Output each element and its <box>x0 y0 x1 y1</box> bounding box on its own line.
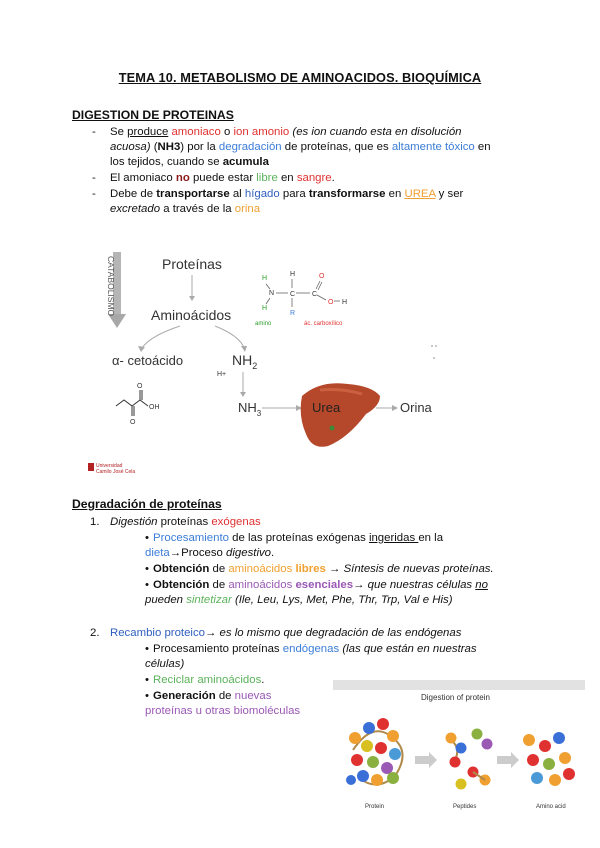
text: puede estar <box>189 172 257 184</box>
text: libres <box>295 563 326 575</box>
label-nh3: $NH_3$ <box>238 400 262 418</box>
item-line <box>153 531 443 546</box>
text: Digestión <box>110 516 158 528</box>
text: de <box>209 563 229 575</box>
text: amoniaco <box>171 126 221 138</box>
text: Generación <box>153 690 216 702</box>
text: (Ile, Leu, Lys, Met, Phe, Thr, Trp, Val e His) <box>231 594 453 606</box>
digestion-of-protein-figure <box>333 680 585 818</box>
label-cetoacido: α- cetoácido <box>112 353 184 368</box>
text: (es ion cuando esta en disolución <box>289 126 462 138</box>
university-logo <box>88 463 135 475</box>
text: libre <box>256 172 278 184</box>
text: Reciclar <box>153 674 198 686</box>
label-urea: Urea <box>312 400 341 415</box>
text: dieta <box>145 547 170 559</box>
bullet-line <box>110 125 462 140</box>
text: → que nuestras células <box>353 579 476 591</box>
text: → <box>325 563 344 575</box>
bullet-marker: • <box>145 563 149 575</box>
bullet-marker: • <box>145 674 149 686</box>
text: para <box>279 188 309 200</box>
text: Se <box>110 126 128 138</box>
text: aminoácidos <box>228 579 293 591</box>
text: Obtención <box>153 563 210 575</box>
text: Procesamiento <box>153 532 229 544</box>
item-line <box>145 593 453 608</box>
page-title: TEMA 10. METABOLISMO DE AMINOACIDOS. BIOQUÍMICA <box>118 70 482 85</box>
text: de <box>209 579 229 591</box>
text: El amoniaco <box>110 172 176 184</box>
text: →Proceso <box>169 547 227 559</box>
figure-label: Peptides <box>453 804 477 810</box>
text: esenciales <box>295 579 354 591</box>
text: digestivo <box>226 547 272 559</box>
text: no <box>175 172 190 184</box>
dash-marker: - <box>92 126 96 138</box>
dash-marker: - <box>92 188 96 200</box>
atom-h: H <box>262 305 268 312</box>
text: de proteínas, que es <box>281 141 392 153</box>
text: de <box>215 690 235 702</box>
text: Debe de <box>110 188 157 200</box>
atom-c: C <box>312 291 318 298</box>
text: proteínas <box>157 516 212 528</box>
label-aminoacidos: Aminoácidos <box>151 307 232 323</box>
item-number: 1. <box>90 516 100 528</box>
atom-o: O <box>130 419 136 426</box>
item-line <box>90 626 100 641</box>
atom-o: O <box>328 299 334 306</box>
text: → es lo mismo que degradación de las endógenas <box>204 627 462 639</box>
text: Obtención <box>153 579 210 591</box>
side-label: CATABOLISMO <box>106 256 116 317</box>
atom-n: N <box>269 290 275 297</box>
text: pueden <box>145 594 187 606</box>
text: al <box>229 188 245 200</box>
label-h-plus: H+ <box>217 371 227 378</box>
text: o <box>220 126 234 138</box>
catabolism-diagram <box>80 238 450 478</box>
peptides-icon <box>446 729 493 790</box>
text: excretado <box>110 203 161 215</box>
atom-h: H <box>342 299 348 306</box>
arrow-right-icon <box>415 752 437 768</box>
text: células) <box>145 658 185 670</box>
atom-o: O <box>319 273 325 280</box>
dash-marker: - <box>92 172 96 184</box>
item-line <box>153 689 271 704</box>
text: ( <box>150 141 158 153</box>
text: (las que están en nuestras <box>339 643 477 655</box>
item-line <box>153 673 264 688</box>
atom-h: H <box>290 271 296 278</box>
logo-text: Camilo José Cela <box>96 469 136 475</box>
text: sangre <box>296 172 332 184</box>
text: orina <box>234 203 261 215</box>
logo-text: Universidad <box>96 463 123 469</box>
text: los tejidos, cuando se <box>110 156 223 168</box>
arrow-right-icon <box>497 752 519 768</box>
section-heading-degradacion: Degradación de proteínas <box>72 497 222 511</box>
item-line <box>110 515 261 530</box>
bullet-marker: • <box>145 532 149 544</box>
text: NH3 <box>157 141 181 153</box>
figure-label: Protein <box>365 804 385 810</box>
text: altamente tóxico <box>391 141 475 153</box>
bullet-marker: • <box>145 579 149 591</box>
text: Recambio proteico <box>110 627 205 639</box>
atom-c: C <box>290 291 296 298</box>
aminoacid-structure-icon <box>255 271 347 327</box>
item-line: dieta→Proceso digestivo. <box>145 547 275 559</box>
text: no <box>475 579 488 591</box>
text: ion amonio <box>233 126 290 138</box>
text: exógenas <box>211 516 261 528</box>
text: aminoácidos <box>228 563 293 575</box>
text: en <box>474 141 491 153</box>
item-line <box>153 642 477 657</box>
text: UREA <box>404 188 436 200</box>
atom-oh: OH <box>149 404 160 411</box>
label-carboxylic: ác. carboxílico <box>304 321 343 327</box>
item-line <box>153 562 494 577</box>
text: en la <box>418 532 444 544</box>
item-number: 2. <box>90 627 100 639</box>
text: Síntesis de nuevas proteínas. <box>343 563 494 575</box>
bullet-line <box>110 202 260 217</box>
bullet-line <box>110 140 491 155</box>
label-proteinas: Proteínas <box>162 256 222 272</box>
text: y ser <box>435 188 464 200</box>
text: acumula <box>222 156 269 168</box>
amino-acids-icon <box>523 732 575 786</box>
item-line <box>90 515 100 530</box>
text: sintetizar <box>186 594 232 606</box>
label-amino: amino <box>255 321 272 327</box>
atom-o: O <box>137 383 143 390</box>
item-line <box>145 704 300 719</box>
section-heading-digestion: DIGESTION DE PROTEINAS <box>72 108 234 122</box>
label-nh2: $NH_2$ <box>232 352 258 371</box>
text: hígado <box>244 188 280 200</box>
text: transportarse <box>156 188 230 200</box>
text: de las proteínas exógenas <box>228 532 369 544</box>
bullet-line <box>110 171 335 186</box>
bullet-marker: • <box>145 690 149 702</box>
liver-icon <box>301 383 380 447</box>
bullet-marker: • <box>145 643 149 655</box>
ketoacid-structure-icon <box>116 390 148 416</box>
text: aminoácidos <box>197 674 262 686</box>
bullet-line <box>110 155 269 170</box>
text: en <box>385 188 405 200</box>
text: transformarse <box>308 188 386 200</box>
label-orina: Orina <box>400 400 432 415</box>
figure-label: Amino acid <box>536 804 566 810</box>
text: en <box>277 172 297 184</box>
item-line <box>153 578 488 593</box>
atom-r: R <box>290 310 296 317</box>
item-line <box>145 657 184 672</box>
text: a través de la <box>160 203 235 215</box>
text: ) por la <box>180 141 219 153</box>
text: proteínas u otras biomoléculas <box>145 705 301 717</box>
atom-h: H <box>262 275 268 282</box>
text: Procesamiento proteínas <box>153 643 283 655</box>
text: ingeridas <box>368 532 419 544</box>
protein-cluster-icon <box>346 718 403 786</box>
text: . <box>331 172 335 184</box>
text: . <box>261 674 265 686</box>
text: acuosa) <box>110 141 151 153</box>
item-line <box>110 626 461 641</box>
text: produce <box>127 126 169 138</box>
text: degradación <box>218 141 282 153</box>
text: nuevas <box>234 690 272 702</box>
figure-title: Digestion of protein <box>421 693 490 702</box>
bullet-line <box>110 187 463 202</box>
text: endógenas <box>282 643 340 655</box>
